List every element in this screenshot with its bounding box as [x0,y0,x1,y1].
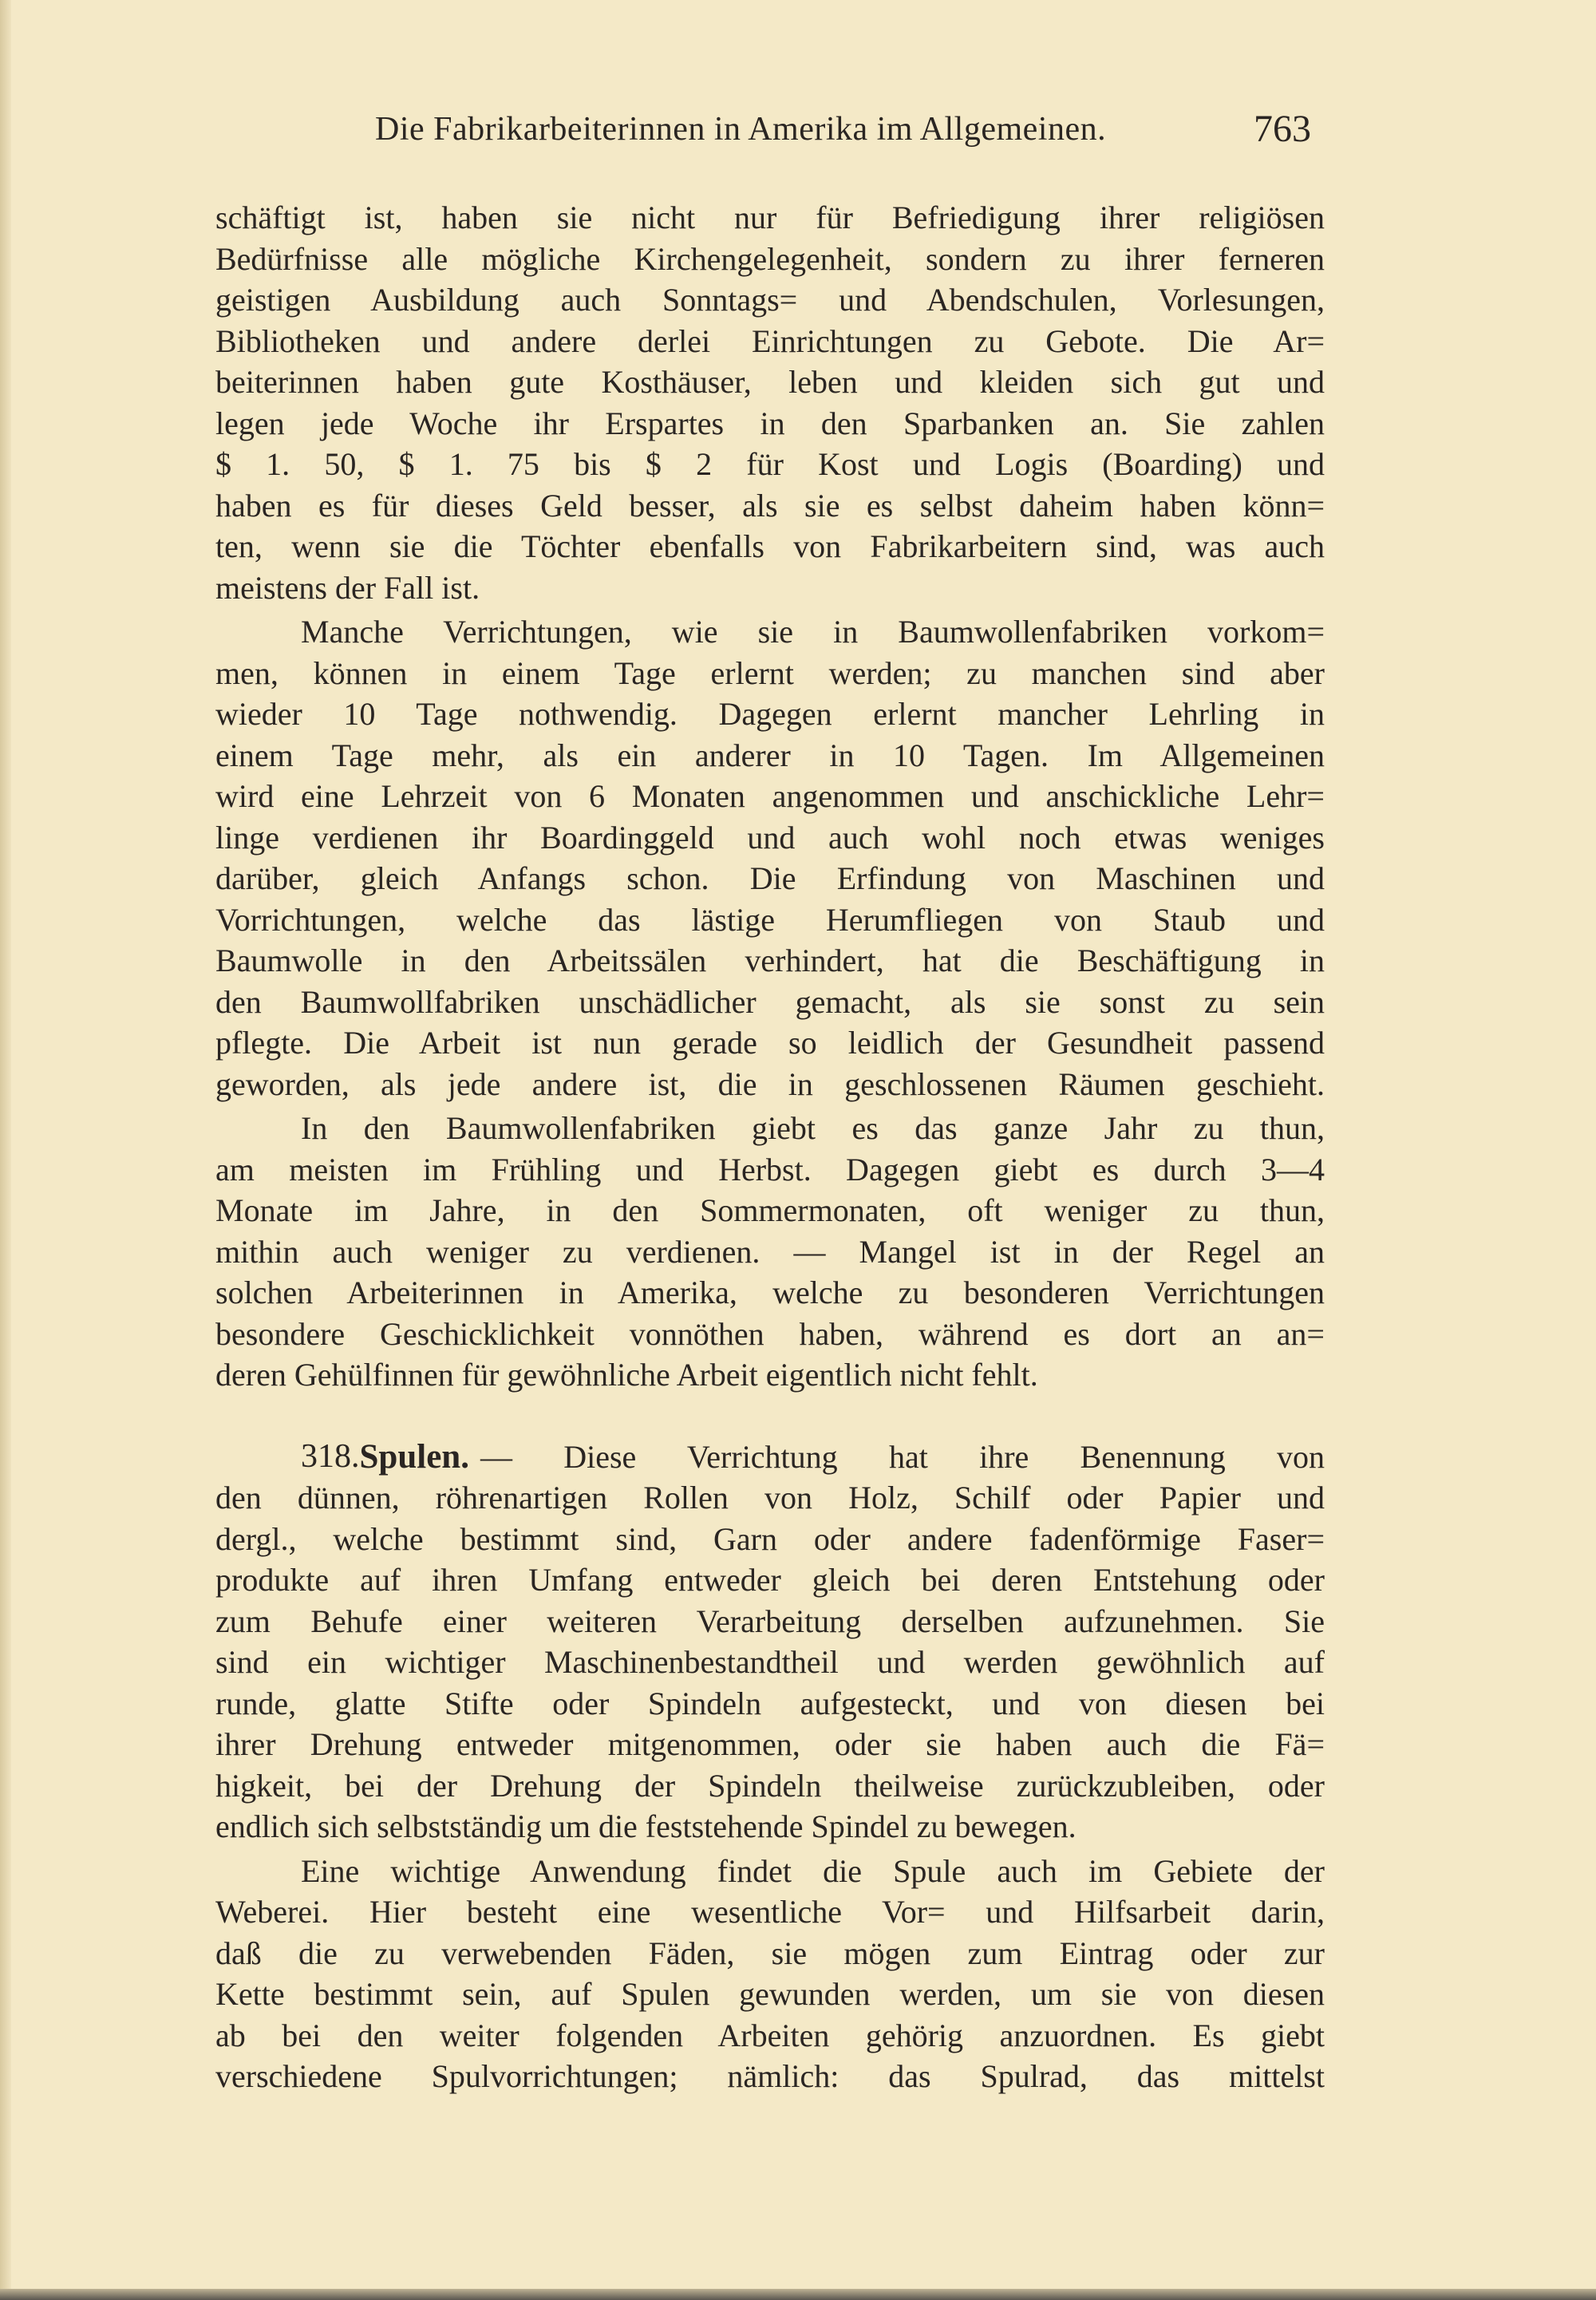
text-line: Monate im Jahre, in den Sommermonaten, oft weniger zu thun, [215,1192,1325,1228]
text-line: darüber, gleich Anfangs schon. Die Erfindung von Maschinen und [215,860,1325,896]
text-line: runde, glatte Stifte oder Spindeln aufgesteckt, und von diesen bei [215,1685,1325,1721]
text-line: Bedürfnisse alle mögliche Kirchengelegenheit, sondern zu ihrer ferneren [215,240,1325,277]
section-heading-line [215,1437,1325,1478]
text-line: deren Gehülfinnen für gewöhnliche Arbeit eigentlich nicht fehlt. [215,1357,1038,1393]
text-line: den Baumwollfabriken unschädlicher gemacht, als sie sonst zu sein [215,983,1325,1020]
running-head [215,110,1325,158]
text-line: daß die zu verwebenden Fäden, sie mögen zum Eintrag oder zur [215,1934,1325,1971]
paragraph [215,611,1325,1105]
text-line: Manche Verrichtungen, wie sie in Baumwollenfabriken vorkom= [301,614,1325,650]
text-line: In den Baumwollenfabriken giebt es das ganze Jahr zu thun, [301,1110,1325,1146]
text-line: Bibliotheken und andere derlei Einrichtungen zu Gebote. Die Ar= [215,322,1325,359]
page-edge-left [0,0,11,2300]
paragraph [215,1108,1325,1396]
text-line: am meisten im Frühling und Herbst. Dagegen giebt es durch 3—4 [215,1151,1325,1188]
text-line: mithin auch weniger zu verdienen. — Mangel ist in der Regel an [215,1233,1325,1270]
text-line: ihrer Drehung entweder mitgenommen, oder sie haben auch die Fä= [215,1726,1325,1762]
text-line: Vorrichtungen, welche das lästige Herumfliegen von Staub und [215,901,1325,938]
body-text [215,197,1325,2100]
text-line: verschiedene Spulvorrichtungen; nämlich: das Spulrad, das mittelst [215,2058,1325,2094]
text-line: Kette bestimmt sein, auf Spulen gewunden werden, um sie von diesen [215,1976,1325,2012]
text-line: linge verdienen ihr Boardinggeld und auch wohl noch etwas weniges [215,819,1325,856]
text-line: legen jede Woche ihr Erspartes in den Sparbanken an. Sie zahlen [215,405,1325,441]
text-line: dergl., welche bestimmt sind, Garn oder andere fadenförmige Faser= [215,1520,1325,1557]
text-line: geistigen Ausbildung auch Sonntags= und Abendschulen, Vorlesungen, [215,282,1325,318]
text-line: haben es für dieses Geld besser, als sie es selbst daheim haben könn= [215,487,1325,524]
text-line: Eine wichtige Anwendung findet die Spule auch im Gebiete der [301,1852,1325,1889]
text-line: meistens der Fall ist. [215,569,480,606]
text-line: higkeit, bei der Drehung der Spindeln theilweise zurückzubleiben, oder [215,1767,1325,1804]
page-edge-bottom [0,2289,1596,2300]
final-paragraph [215,1851,1325,2097]
text-line: den dünnen, röhrenartigen Rollen von Holz, Schilf oder Papier und [215,1480,1325,1516]
text-line: besondere Geschicklichkeit vonnöthen haben, während es dort an an= [215,1315,1325,1352]
text-line: ten, wenn sie die Töchter ebenfalls von Fabrikarbeitern sind, was auch [215,528,1325,564]
running-head-title: Die Fabrikarbeiterinnen in Amerika im Allgemeinen. [375,111,1107,148]
text-line: $ 1. 50, $ 1. 75 bis $ 2 für Kost und Logis (Boarding) und [215,446,1325,482]
text-line: pflegte. Die Arbeit ist nun gerade so leidlich der Gesundheit passend [215,1025,1325,1061]
text-line: beiterinnen haben gute Kosthäuser, leben und kleiden sich gut und [215,364,1325,400]
text-line: produkte auf ihren Umfang entweder gleich bei deren Entstehung oder [215,1562,1325,1598]
text-line: geworden, als jede andere ist, die in geschlossenen Räumen geschieht. [215,1065,1325,1102]
text-line: sind ein wichtiger Maschinenbestandtheil und werden gewöhnlich auf [215,1644,1325,1680]
text-line: wieder 10 Tage nothwendig. Dagegen erlernt mancher Lehrling in [215,696,1325,732]
section-318 [215,1437,1325,1848]
text-line: Baumwolle in den Arbeitssälen verhindert, hat die Beschäftigung in [215,943,1325,978]
page-number: 763 [1254,108,1311,150]
paragraph [215,197,1325,608]
text-line: schäftigt ist, haben sie nicht nur für Befriedigung ihrer religiösen [215,200,1325,235]
paragraphs [215,197,1325,1396]
text-line: Weberei. Hier besteht eine wesentliche Vor= und Hilfsarbeit darin, [215,1894,1325,1930]
text-line: men, können in einem Tage erlernt werden; zu manchen sind aber [215,654,1325,691]
section-title: Spulen. [359,1437,469,1476]
text-line: ab bei den weiter folgenden Arbeiten gehörig anzuordnen. Es giebt [215,2017,1325,2053]
text-line: einem Tage mehr, als ein anderer in 10 Tagen. Im Allgemeinen [215,737,1325,773]
text-line: endlich sich selbstständig um die feststehende Spindel zu bewegen. [215,1808,1077,1844]
section-first-line: — Diese Verrichtung hat ihre Benennung von [480,1438,1325,1475]
text-line: solchen Arbeiterinnen in Amerika, welche zu besonderen Verrichtungen [215,1274,1325,1310]
text-line: wird eine Lehrzeit von 6 Monaten angenommen und anschickliche Lehr= [215,778,1325,814]
section-number: 318. [301,1437,360,1475]
text-line: zum Behufe einer weiteren Verarbeitung derselben aufzunehmen. Sie [215,1602,1325,1639]
